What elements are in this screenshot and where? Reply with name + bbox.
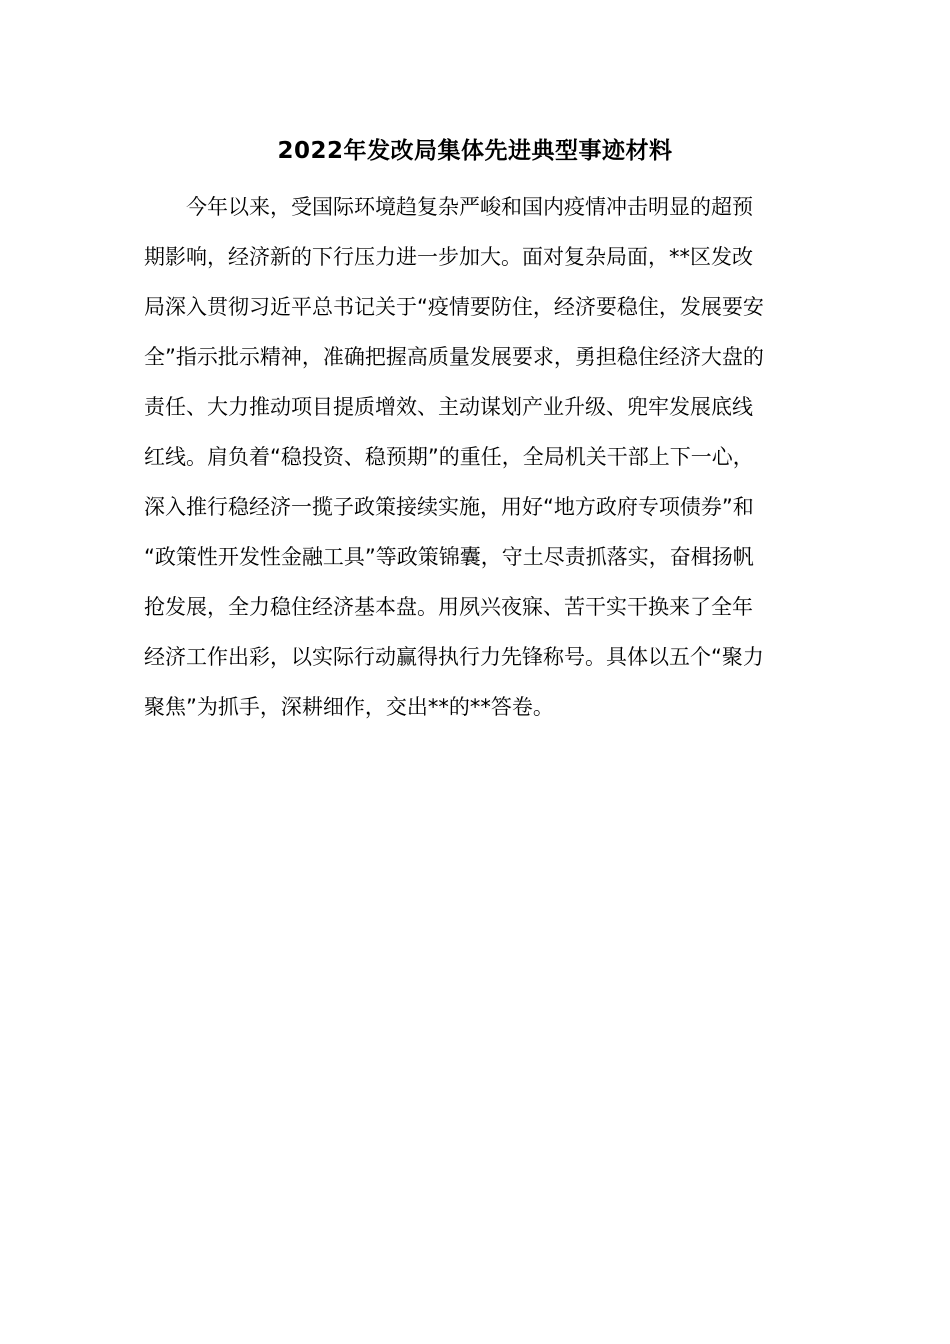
paragraph-line: 今年以来，受国际环境趋复杂严峻和国内疫情冲击明显的超预 bbox=[186, 195, 753, 219]
paragraph-line: 全”指示批示精神，准确把握高质量发展要求，勇担稳住经济大盘的 bbox=[144, 345, 764, 369]
paragraph-line: 红线。肩负着“稳投资、稳预期”的重任，全局机关干部上下一心， bbox=[144, 445, 754, 469]
paragraph-line: 抢发展，全力稳住经济基本盘。用夙兴夜寐、苦干实干换来了全年 bbox=[144, 595, 753, 619]
document-title: 2022年发改局集体先进典型事迹材料 bbox=[277, 138, 673, 164]
paragraph-line: 深入推行稳经济一揽子政策接续实施，用好“地方政府专项债券”和 bbox=[144, 495, 754, 519]
document-paragraph bbox=[144, 182, 808, 732]
paragraph-line: 期影响，经济新的下行压力进一步加大。面对复杂局面，**区发改 bbox=[144, 245, 753, 269]
paragraph-line: “政策性开发性金融工具”等政策锦囊，守土尽责抓落实，奋楫扬帆 bbox=[144, 545, 754, 569]
paragraph-line: 经济工作出彩，以实际行动赢得执行力先锋称号。具体以五个“聚力 bbox=[144, 645, 764, 669]
paragraph-line: 责任、大力推动项目提质增效、主动谋划产业升级、兜牢发展底线 bbox=[144, 395, 753, 419]
paragraph-line: 聚焦”为抓手，深耕细作，交出**的**答卷。 bbox=[144, 695, 554, 719]
paragraph-line: 局深入贯彻习近平总书记关于“疫情要防住，经济要稳住，发展要安 bbox=[144, 295, 764, 319]
